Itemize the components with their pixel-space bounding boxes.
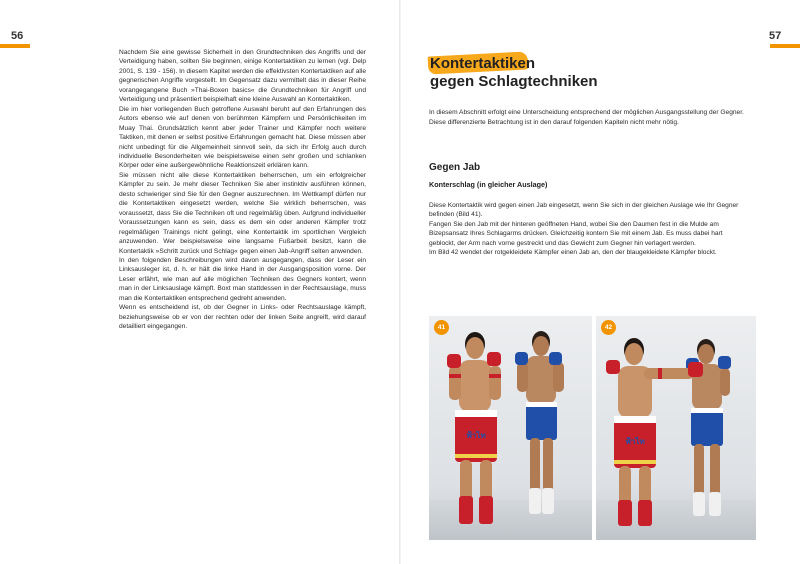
paragraph: Nachdem Sie eine gewisse Sicherheit in den Grundtechniken des Angriffs und der Verteidigung haben, sollten Sie beginnen, einige Kontertaktiken zu lernen (vgl. Delp 2001, S. 139 - 156). In diesem Kapitel werden die effektivsten Kontertaktiken auf alle gegnerischen Angriffe vorgestellt. Im Gegensatz dazu vermittelt das in dieser Reihe vorangegangene Buch »Thai-Boxen basics« die Grundtechniken für Angriff und Verteidigung und präsentiert beispielhaft eine kleine Auswahl an Kontertaktiken.: [119, 49, 366, 104]
intro-paragraph: In diesem Abschnitt erfolgt eine Unterscheidung entsprechend der möglichen Ausgangsstellung der Gegner. Diese differenzierte Betrachtung ist in den darauf folgenden Kapiteln nicht mehr nötig.: [429, 109, 744, 126]
paragraph: Wenn es entscheidend ist, ob der Gegner in Links- oder Rechtsauslage kämpft, beziehungsweise ob er von der rechten oder der linken Seite angreift, wird darauf detailliert eingegangen.: [119, 304, 366, 331]
red-fighter-figure: [447, 332, 501, 524]
paragraph: Die im hier vorliegenden Buch getroffene Auswahl beruht auf den Erfahrungen des Autors ebenso wie auf denen von berühmten Kämpfern und Persönlichkeiten im Muay Thai. Grundsätzlich kennt aber jeder Trainer und Kämpfer noch weitere Taktiken, mit denen er selbst positive Erfahrungen gemacht hat. Diese müssen aber nicht unbedingt für die Allgemeinheit sinnvoll sein, da sich ihr Erfolg auch durch individuelle Besonderheiten wie beispielsweise einen sehr großen und schlanken Körper oder eine außergewöhnliche Reaktionszeit erklären kann.: [119, 105, 366, 170]
figure-badge: 41: [434, 320, 449, 335]
chapter-title: [428, 50, 748, 100]
page-number-right: 57: [769, 30, 782, 42]
paragraph: Diese Kontertaktik wird gegen einen Jab eingesetzt, wenn Sie sich in der gleichen Auslage wie Ihr Gegner befinden (Bild 41).: [429, 202, 739, 219]
subsection-heading: Konterschlag (in gleicher Auslage): [429, 180, 548, 189]
photo-41: [429, 316, 592, 540]
page-gutter: [399, 0, 401, 564]
photo-42: [596, 316, 756, 540]
shorts-lettering: ฟ้าไท: [625, 437, 645, 446]
right-page-body: [429, 201, 749, 258]
blue-fighter-figure: [515, 331, 564, 514]
shorts-lettering: ฟ้าไท: [466, 431, 486, 440]
fighters-illustration: [596, 316, 756, 540]
page-number-bar-right: [770, 44, 800, 48]
paragraph: Fangen Sie den Jab mit der hinteren geöffneten Hand, wobei Sie den Daumen fest in die Mulde am Bizepsansatz Ihres Schlagarms drücken. Gleichzeitig kontern Sie mit einem Jab. Es muss dabei hart geblockt, der Arm nach vorne gestreckt und das Gewicht zum Gegner hin verlagert werden.: [429, 220, 723, 247]
fighters-illustration: [429, 316, 592, 540]
paragraph: Sie müssen nicht alle diese Kontertaktiken beherrschen, um ein erfolgreicher Kämpfer zu sein. Je mehr dieser Techniken Sie aber instinktiv ausführen können, desto schwieriger sind Sie für den Gegner auszurechnen. Im Wettkampf dürfen nur die Kontertaktiken eingesetzt werden, welche Sie wirklich beherrschen, was voraussetzt, dass Sie die Techniken oft und regelmäßig üben. Aufgrund individueller Voraussetzungen kann es sein, dass es dem ein oder anderen Kämpfer trotz regelmäßigen Trainings nicht gelingt, eine Kontertaktik im sportlichen Vergleich anzuwenden. Wer beispielsweise eine langsame Fußarbeit besitzt, kann die Kontertaktik »Schritt zurück und Schlag« gegen einen Jab-Angriff selten anwenden.: [119, 171, 366, 255]
figure-badge: 42: [601, 320, 616, 335]
paragraph: In den folgenden Beschreibungen wird davon ausgegangen, dass der Leser ein Linksausleger ist, d. h. er hält die linke Hand in der Ausgangsposition vorne. Der Leser erfährt, wie man auf alle möglichen Techniken des Gegners kontert, wenn man in der Linksauslage kämpft. Boxt man stattdessen in der Rechtsauslage, muss man die Kontertaktiken entsprechend gedreht anwenden.: [119, 256, 366, 302]
page-number-left: 56: [11, 30, 24, 42]
title-line-2: gegen Schlagtechniken: [430, 73, 598, 90]
paragraph: Im Bild 42 wendet der rotgekleidete Kämpfer einen Jab an, den der blaugekleidete Kämpfer blockt.: [429, 249, 717, 257]
section-heading: Gegen Jab: [429, 162, 481, 173]
page-number-bar-left: [0, 44, 30, 48]
red-fighter-figure: [606, 338, 703, 526]
title-line-1: Kontertaktiken: [430, 55, 536, 72]
left-page-body: [119, 48, 366, 332]
